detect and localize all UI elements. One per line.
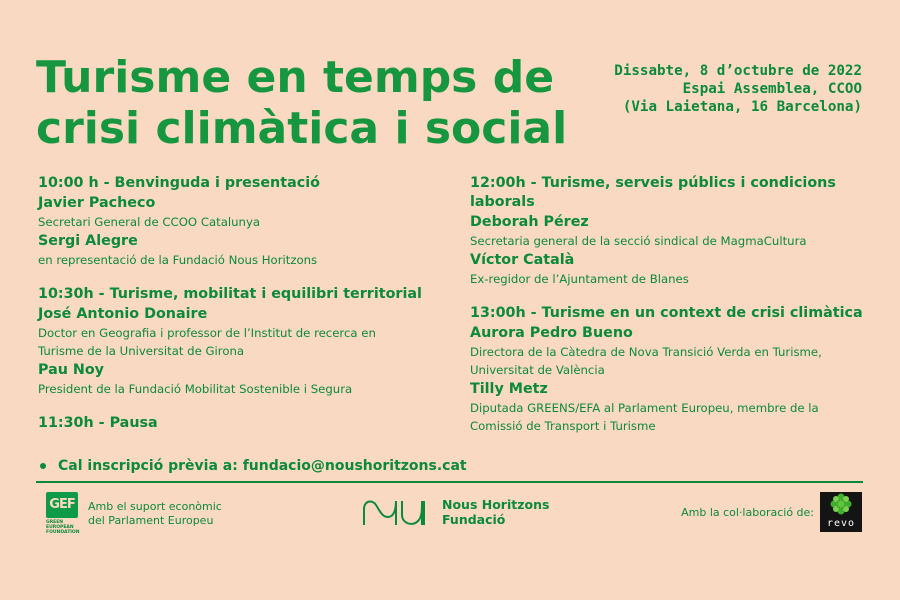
funding-note-line2: del Parlament Europeu	[88, 514, 214, 527]
nh-name-line2: Fundació	[442, 512, 506, 527]
session-title: 13:00h - Turisme en un context de crisi climàtica	[470, 305, 863, 321]
gef-logo-mark: GEF	[46, 492, 78, 518]
speaker-name: Deborah Pérez	[470, 214, 589, 230]
session-welcome	[38, 174, 438, 269]
speaker-role: Secretari General de CCOO Catalunya	[38, 215, 261, 229]
speaker-role: Ex-regidor de l’Ajuntament de Blanes	[470, 272, 689, 286]
event-date: Dissabte, 8 d’octubre de 2022	[614, 63, 862, 79]
nh-name-line1: Nous Horitzons	[442, 497, 550, 512]
session-mobility	[38, 285, 438, 398]
event-title-line1: Turisme en temps de	[36, 52, 555, 103]
speaker-role: en representació de la Fundació Nous Horitzons	[38, 253, 318, 267]
event-venue: Espai Assemblea, CCOO	[682, 81, 862, 97]
speaker-name: José Antonio Donaire	[38, 306, 208, 322]
session-title: 10:30h - Turisme, mobilitat i equilibri territorial	[38, 286, 422, 302]
funding-note	[88, 500, 222, 528]
session-break	[38, 414, 438, 433]
session-title: 10:00 h - Benvinguda i presentació	[38, 175, 320, 191]
session-climate	[470, 304, 870, 435]
speaker-role: Secretaria general de la secció sindical de MagmaCultura	[470, 234, 807, 248]
bullet-icon	[40, 463, 46, 469]
gef-logo	[46, 492, 90, 535]
gef-logo-caption: GREEN EUROPEAN FOUNDATION	[46, 520, 80, 535]
session-public-services	[470, 174, 870, 288]
revo-wordmark: revo	[826, 518, 856, 529]
registration-note	[40, 458, 467, 474]
nous-horitzons-logo	[362, 497, 549, 527]
speaker-name: Tilly Metz	[470, 381, 548, 397]
session-title: laborals	[470, 194, 535, 210]
footer-divider	[36, 481, 863, 483]
speaker-name: Sergi Alegre	[38, 233, 138, 249]
speaker-role: President de la Fundació Mobilitat Sostenible i Segura	[38, 382, 353, 396]
speaker-name: Aurora Pedro Bueno	[470, 325, 633, 341]
event-title-line2: crisi climàtica i social	[36, 103, 568, 154]
flower-icon	[820, 492, 862, 520]
speaker-role: Universitat de València	[470, 363, 605, 377]
funding-note-line1: Amb el suport econòmic	[88, 500, 222, 513]
collaboration-note: Amb la col·laboració de:	[681, 506, 814, 519]
nous-horitzons-name	[442, 497, 549, 527]
speaker-name: Javier Pacheco	[38, 195, 156, 211]
registration-text[interactable]: Cal inscripció prèvia a: fundacio@noushoritzons.cat	[58, 458, 467, 474]
event-title	[36, 52, 636, 154]
session-title: 12:00h - Turisme, serveis públics i condicions	[470, 175, 836, 191]
program-right-column	[470, 174, 870, 451]
speaker-name: Víctor Català	[470, 252, 575, 268]
nous-horitzons-icon	[362, 497, 432, 527]
speaker-role: Turisme de la Universitat de Girona	[38, 344, 245, 358]
speaker-role: Directora de la Càtedra de Nova Transició Verda en Turisme,	[470, 345, 822, 359]
program-left-column	[38, 174, 438, 449]
event-address: (Via Laietana, 16 Barcelona)	[622, 99, 862, 115]
speaker-name: Pau Noy	[38, 362, 105, 378]
event-details	[614, 62, 862, 116]
speaker-role: Doctor en Geografia i professor de l’Institut de recerca en	[38, 326, 376, 340]
speaker-role: Comissió de Transport i Turisme	[470, 419, 656, 433]
speaker-role: Diputada GREENS/EFA al Parlament Europeu, membre de la	[470, 401, 819, 415]
session-title: 11:30h - Pausa	[38, 415, 158, 431]
revo-logo	[820, 492, 862, 532]
